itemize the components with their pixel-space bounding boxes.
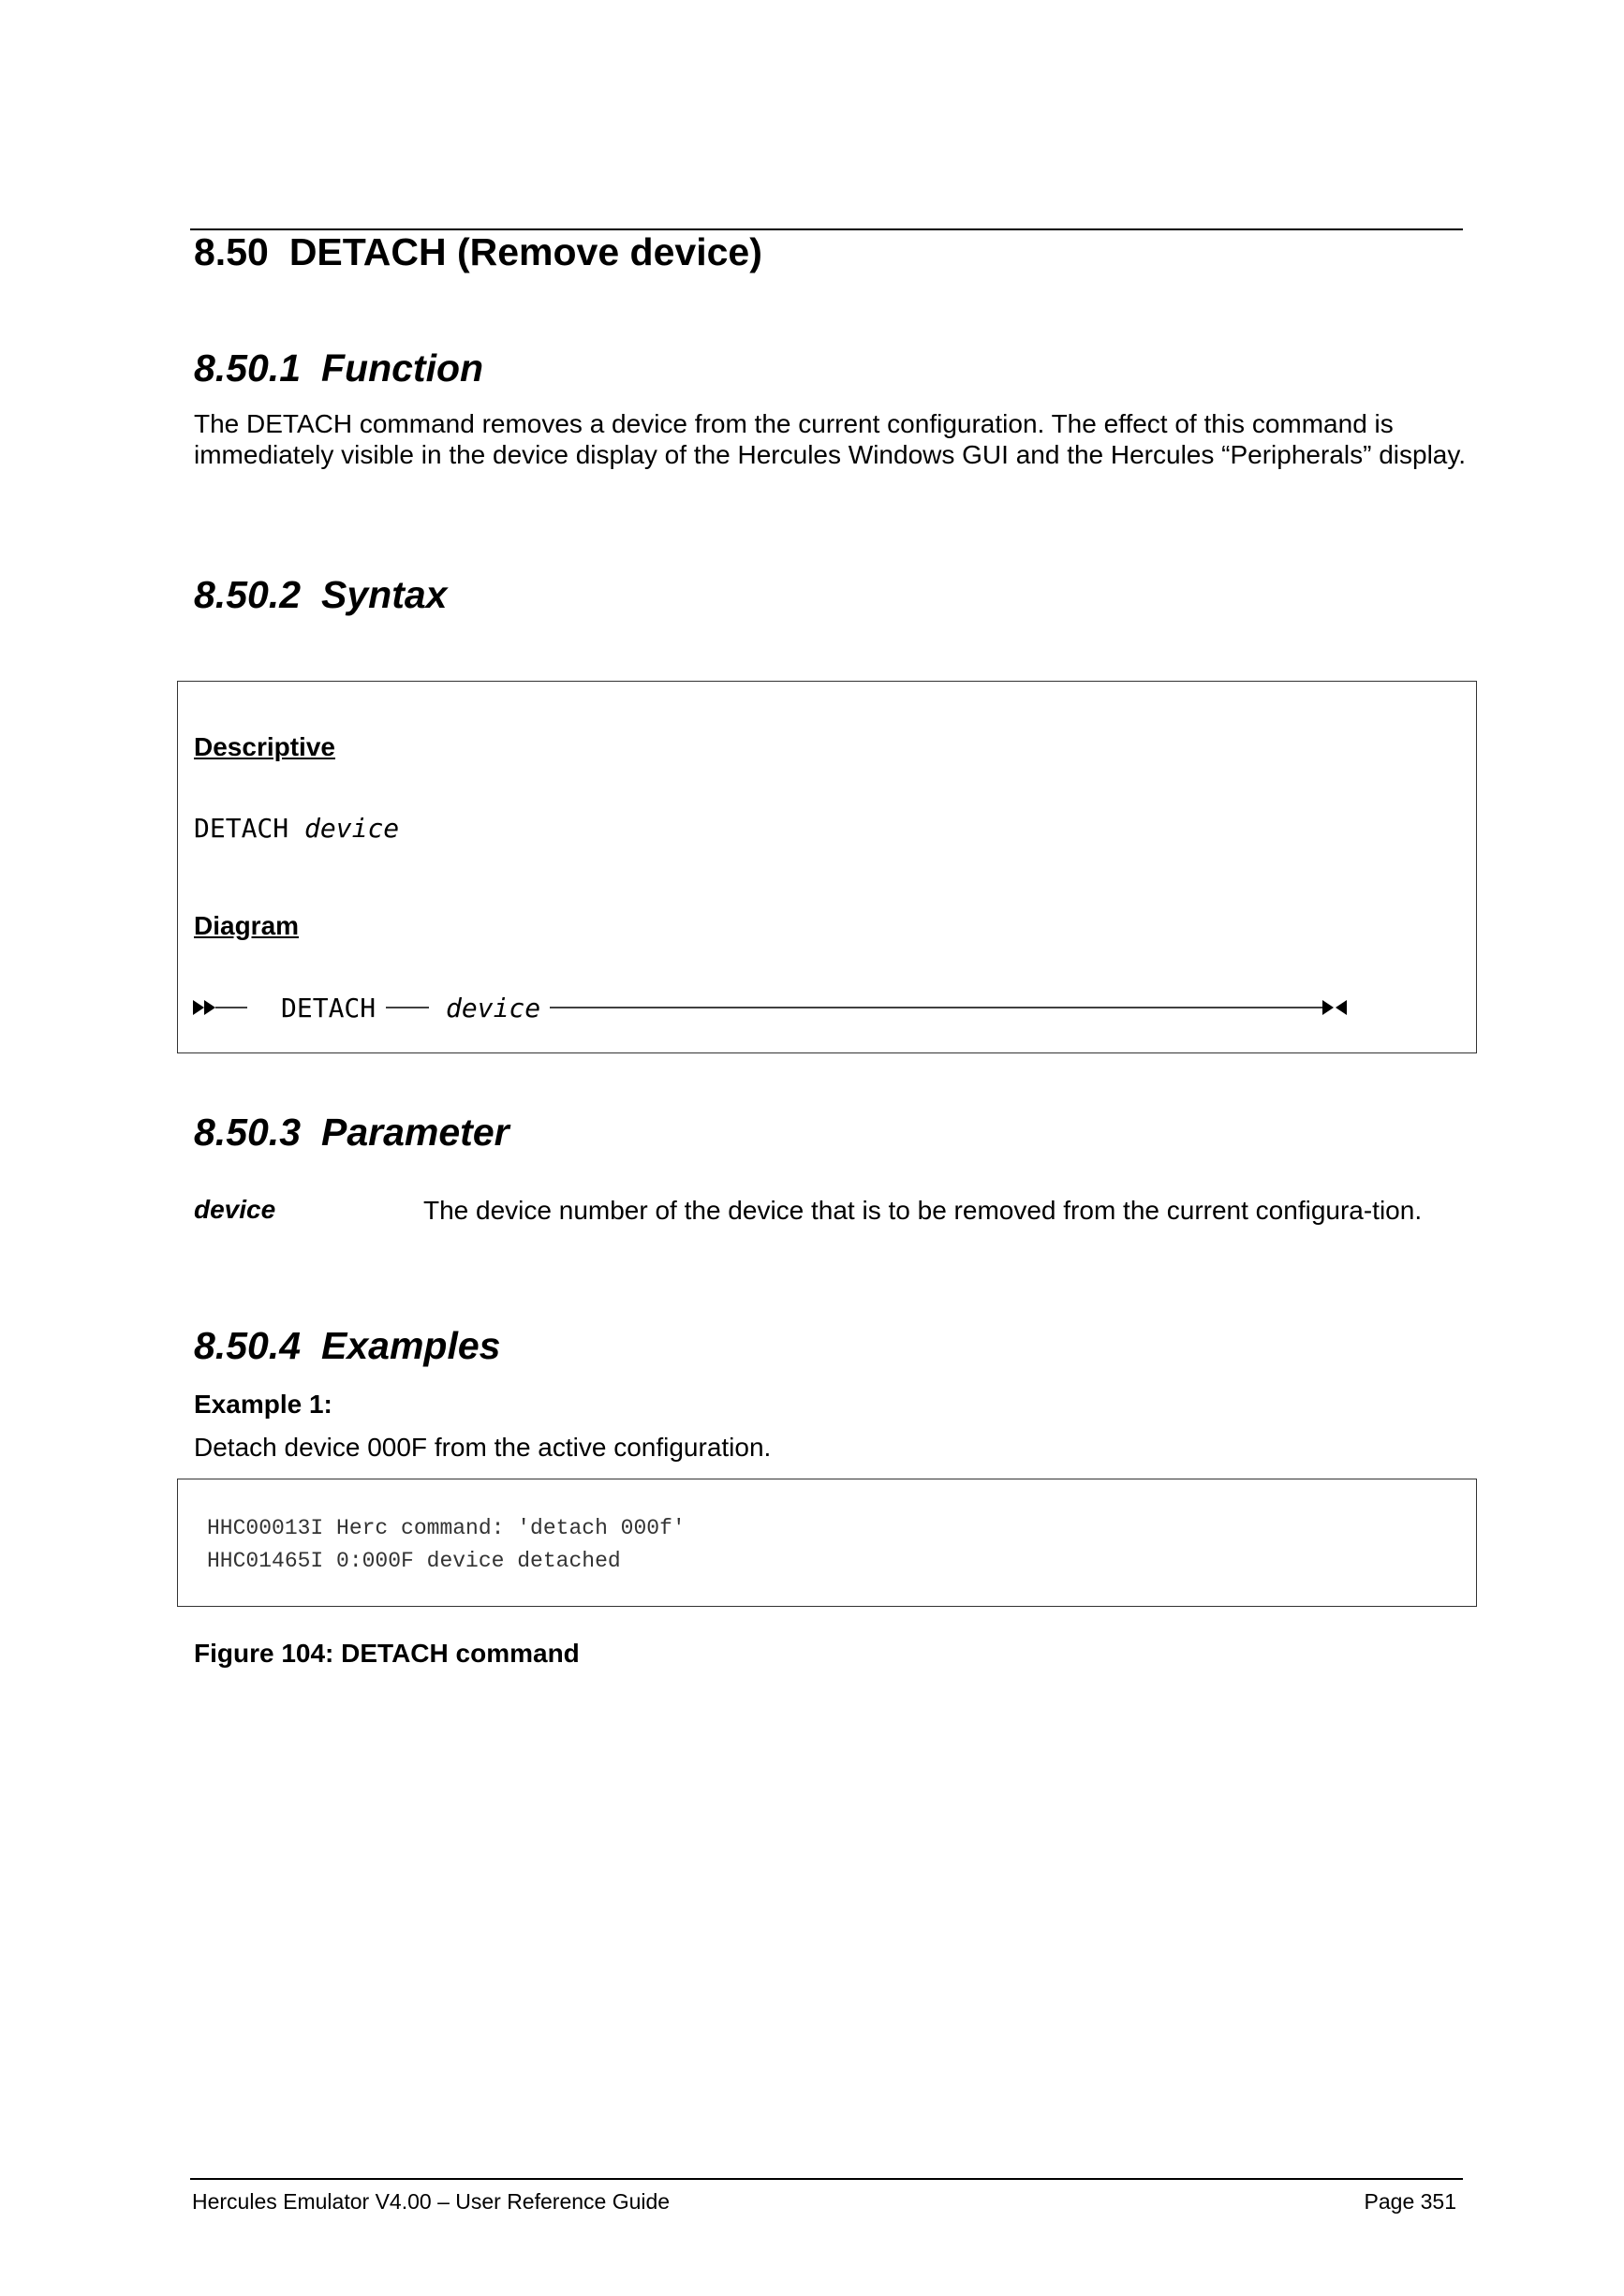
descriptive-syntax	[194, 813, 399, 844]
console-box	[177, 1479, 1477, 1607]
function-number: 8.50.1	[194, 346, 301, 390]
example-text: Detach device 000F from the active configuration.	[194, 1433, 772, 1462]
diagram-command: DETACH	[281, 993, 376, 1023]
footer-left: Hercules Emulator V4.00 – User Reference Guide	[192, 2189, 671, 2214]
parameter-title: Parameter	[321, 1111, 509, 1154]
section-title: DETACH (Remove device)	[288, 230, 762, 273]
syntax-diagram	[193, 989, 1354, 1026]
diagram-end-stop	[1336, 1000, 1347, 1015]
diagram-label: Diagram	[194, 911, 300, 940]
syntax-heading	[194, 573, 447, 617]
diagram-end-arrow	[1322, 1000, 1334, 1015]
syntax-command: DETACH	[194, 813, 289, 844]
console-line: HHC01465I 0:000F device detached	[207, 1549, 621, 1573]
function-title: Function	[321, 346, 484, 390]
examples-number: 8.50.4	[194, 1324, 301, 1367]
parameter-heading	[194, 1111, 509, 1155]
footer-rule	[190, 2178, 1463, 2180]
diagram-start-arrow-1	[193, 1000, 204, 1015]
parameter-term: device	[194, 1195, 276, 1224]
section-number: 8.50	[194, 230, 269, 273]
syntax-number: 8.50.2	[194, 573, 301, 616]
descriptive-label: Descriptive	[194, 732, 335, 761]
example-label: Example 1:	[194, 1390, 332, 1419]
syntax-operand: device	[304, 813, 400, 844]
diagram-start-arrow-2	[204, 1000, 215, 1015]
console-line: HHC00013I Herc command: 'detach 000f'	[207, 1516, 686, 1540]
parameter-number: 8.50.3	[194, 1111, 301, 1154]
diagram-operand: device	[446, 993, 541, 1023]
section-heading	[194, 230, 762, 274]
examples-title: Examples	[321, 1324, 501, 1367]
syntax-title: Syntax	[321, 573, 448, 616]
figure-caption: Figure 104: DETACH command	[194, 1639, 580, 1668]
function-heading	[194, 346, 483, 390]
examples-heading	[194, 1324, 500, 1368]
parameter-description: The device number of the device that is to be removed from the current configura-tion.	[423, 1196, 1423, 1225]
footer-page-number: Page 351	[1364, 2189, 1456, 2214]
function-paragraph: The DETACH command removes a device from the current configuration. The effect of this command is immediately visible in the device display of the Hercules Windows GUI and the Hercules “Peripherals” display.	[194, 409, 1467, 469]
